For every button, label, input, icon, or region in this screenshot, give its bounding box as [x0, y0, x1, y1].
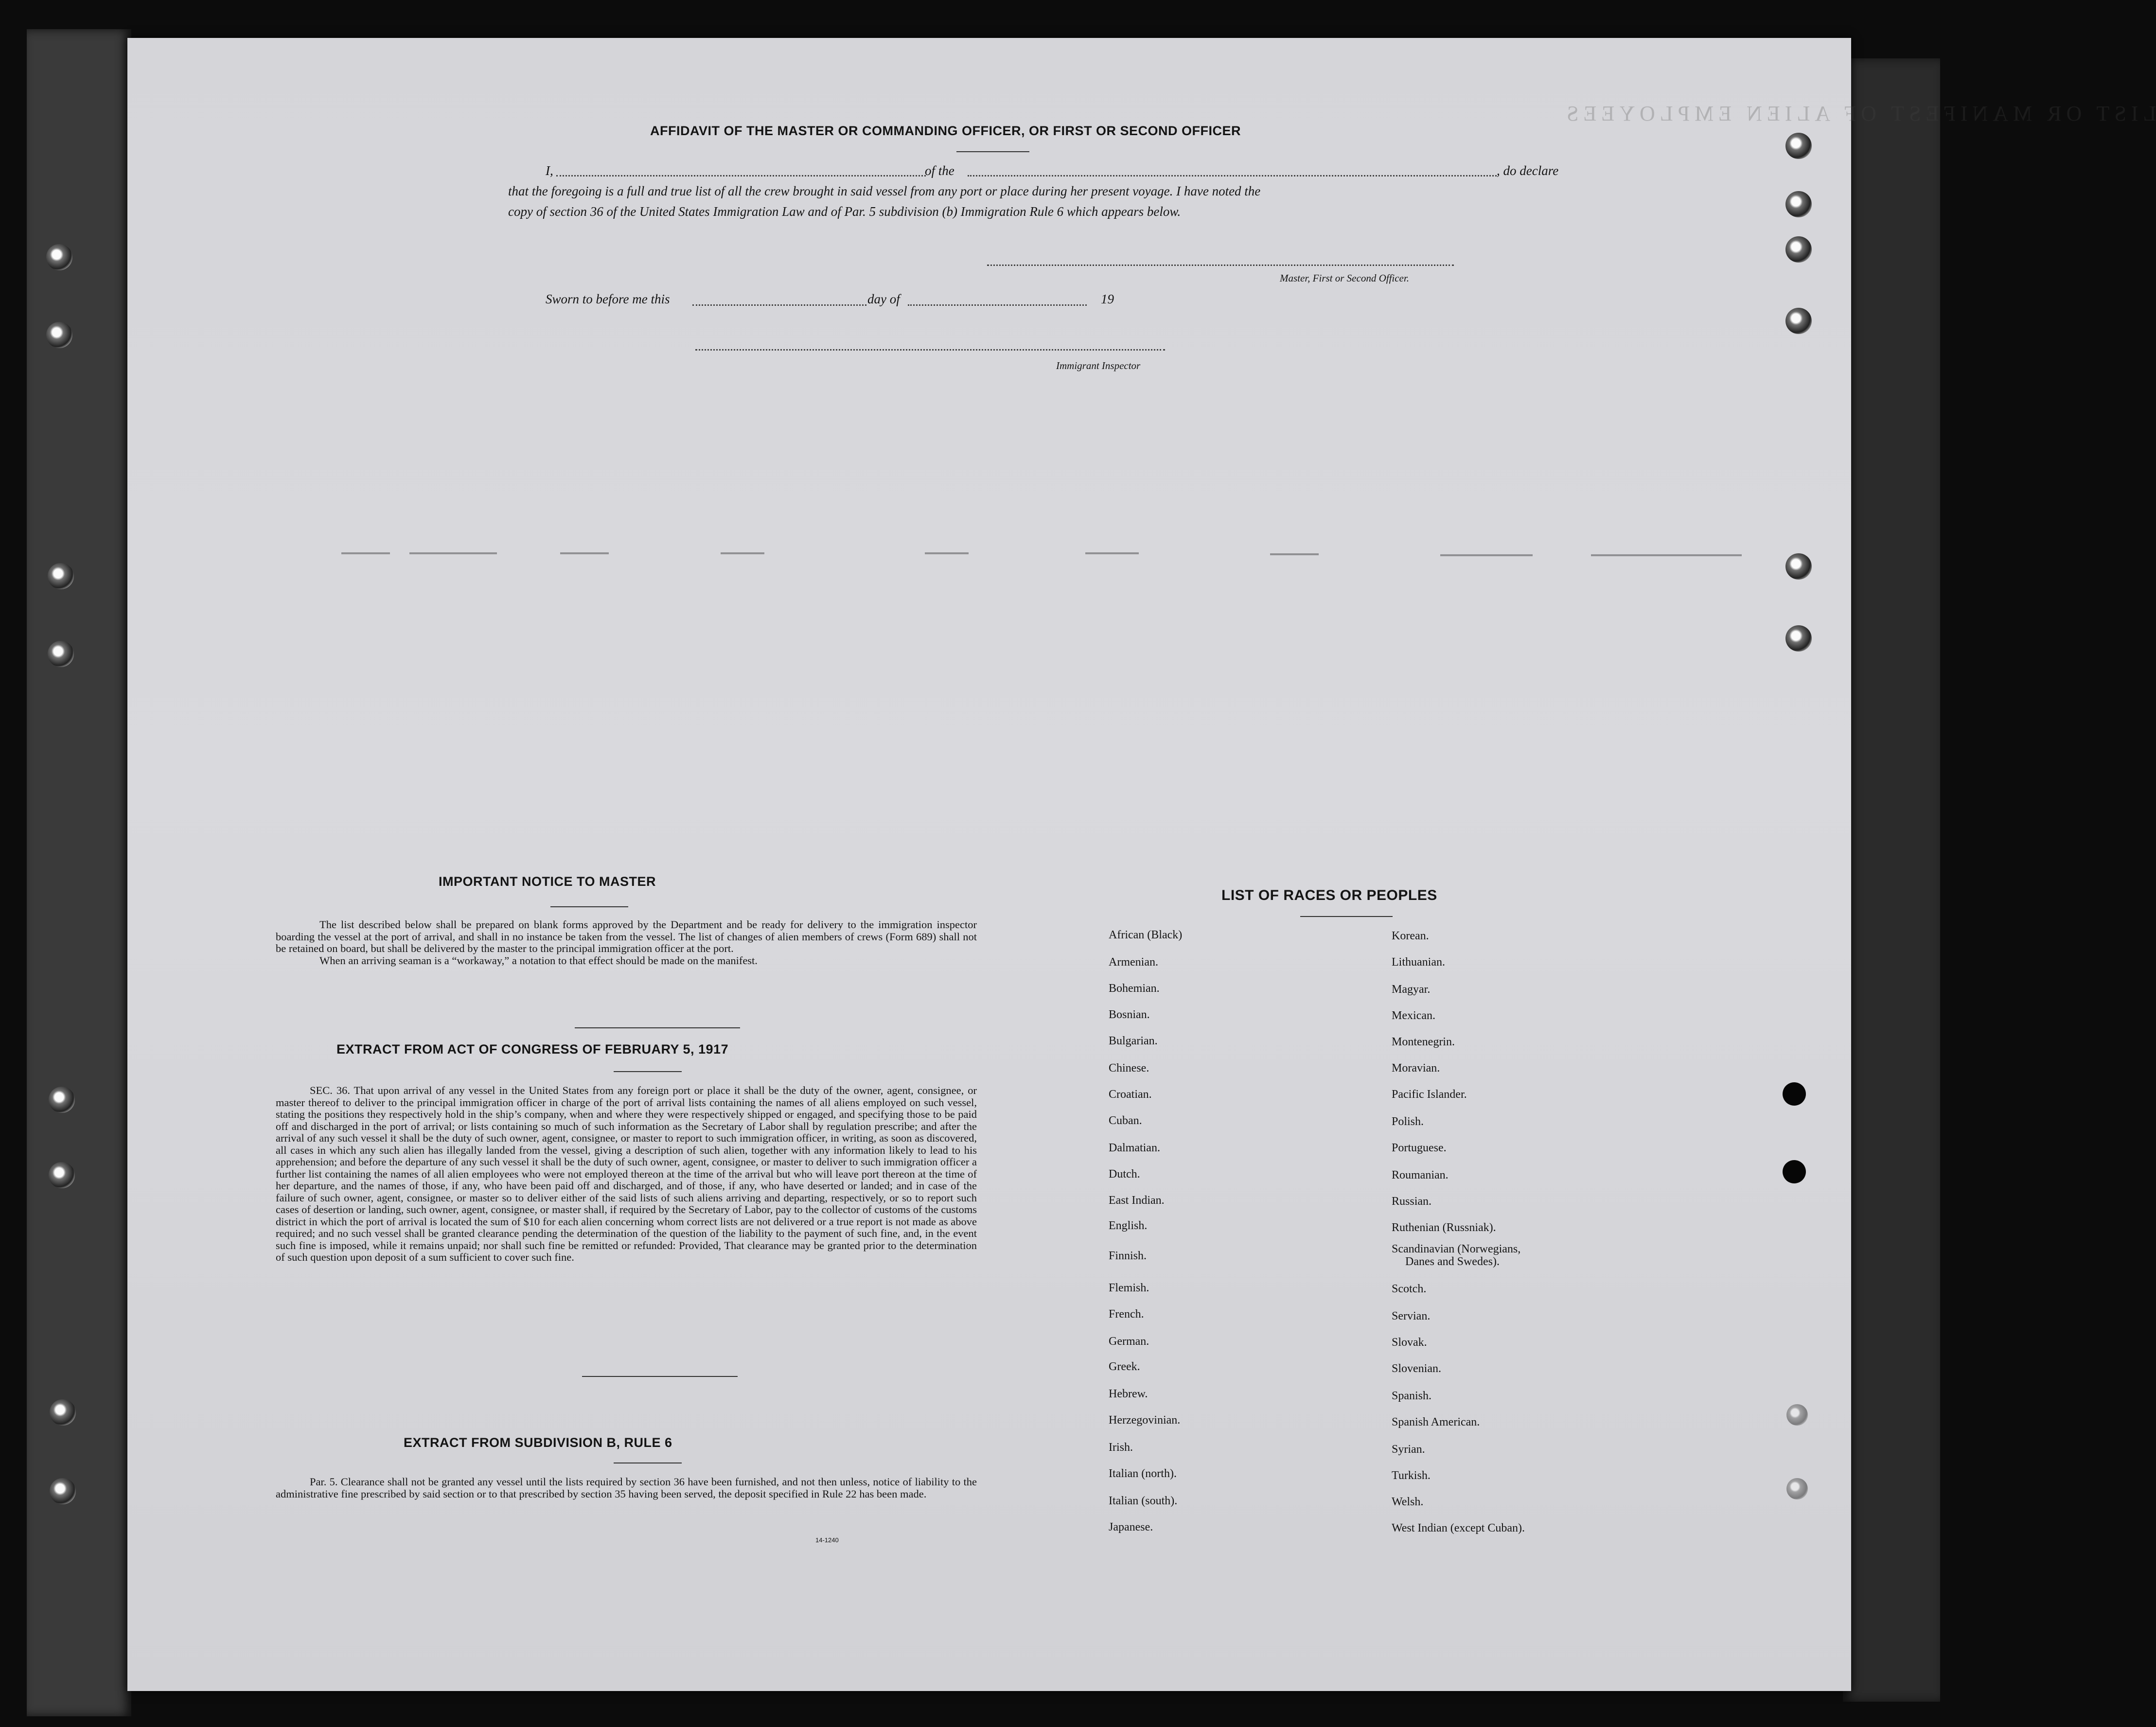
act-extract-body: SEC. 36. That upon arrival of any vessel in the United States from any foreign port or place it shall be the duty of the owner, agent, consignee, or master thereof to deliver to the principal immigration officer in charge of the port of arrival lists containing the names of all aliens employed on such vessel, stating the positions they respectively hold in the ship’s company, when and where they were respectively shipped or engaged, and specifying those to be paid off and discharged in the port of arrival; or lists containing so much of such information as the Secretary of Labor shall by regulation prescribe; and after the arrival of any such vessel it shall be the duty of such owner, agent, consignee, or master to report to such immigration officer, in writing, as soon as discovered, all cases in which any such alien has illegally landed from the vessel, giving a description of such alien, together with any information likely to lead to his apprehension; and before the departure of any such vessel it shall be the duty of such owner, agent, consignee, or master to deliver to such immigration officer a further list containing the names of all alien employees who were not employed thereon at the time of the arrival but who will leave port thereon at the time of her departure, and the names of those, if any, who have been paid off and discharged, and of those, if any, who have deserted or landed; and in case of the failure of such owner, agent, consignee, or master so to deliver either of the said lists of such aliens arriving and departing, respectively, or so to report such cases of desertion or landing, such owner, agent, consignee, or master shall, if required by the Secretary of Labor, pay to the collector of customs of the customs district in which the port of arrival is located the sum of $10 for each alien concerning whom correct lists are not delivered or a true report is not made as above required; and no such vessel shall be granted clearance pending the determination of the question of the liability to the payment of such fine, and, in the event such fine is imposed, while it remains unpaid; nor shall such fine be remitted or refunded: Provided, That clearance may be granted prior to the determination of such question upon deposit of a sum sufficient to cover such fine.: [276, 1084, 977, 1263]
race-item: Bosnian.: [1109, 1008, 1150, 1021]
race-item: Hebrew.: [1109, 1388, 1148, 1400]
page-hole: [1786, 1404, 1808, 1426]
affidavit-title: AFFIDAVIT OF THE MASTER OR COMMANDING OFFICER, OR FIRST OR SECOND OFFICER: [650, 123, 1241, 138]
page-hole: [1785, 191, 1812, 217]
race-item: Ruthenian (Russniak).: [1392, 1221, 1496, 1234]
race-item: Dutch.: [1109, 1168, 1140, 1181]
act-extract-end-rule: [582, 1376, 738, 1377]
race-item: Dalmatian.: [1109, 1142, 1160, 1154]
race-item: Japanese.: [1109, 1521, 1153, 1533]
notice-paragraph-2: When an arriving seaman is a “workaway,” a notation to that effect should be made on the manifest.: [319, 954, 758, 967]
race-item: Roumanian.: [1392, 1169, 1449, 1181]
bleed-through-line: [1085, 552, 1139, 554]
race-item: Chinese.: [1109, 1062, 1149, 1075]
day-of-label: day of: [867, 292, 900, 306]
race-item: Scandinavian (Norwegians,: [1392, 1243, 1521, 1255]
races-title: LIST OF RACES OR PEOPLES: [1221, 887, 1437, 903]
race-item: Welsh.: [1392, 1496, 1424, 1508]
master-signature-line[interactable]: [987, 264, 1454, 266]
notice-divider-rule: [575, 1027, 740, 1028]
race-item: Pacific Islander.: [1392, 1088, 1467, 1101]
race-item: Polish.: [1392, 1115, 1424, 1128]
race-item: Mexican.: [1392, 1009, 1435, 1022]
bleed-through-line: [1440, 554, 1533, 556]
binder-hole: [46, 322, 72, 348]
race-item: Croatian.: [1109, 1088, 1152, 1101]
race-item: Servian.: [1392, 1310, 1431, 1322]
race-item: Italian (south).: [1109, 1495, 1178, 1507]
binder-hole: [48, 563, 74, 589]
notice-title: IMPORTANT NOTICE TO MASTER: [439, 874, 656, 889]
affidavit-vessel-line[interactable]: [968, 175, 1497, 176]
race-item: Herzegovinian.: [1109, 1414, 1181, 1427]
bleed-through-line: [341, 552, 390, 554]
race-item: Lithuanian.: [1392, 956, 1445, 969]
race-item: Greek.: [1109, 1360, 1140, 1373]
affidavit-of-the-label: of the: [925, 163, 954, 178]
affidavit-body-line2: copy of section 36 of the United States Immigration Law and of Par. 5 subdivision (b) Immigration Rule 6 which appears below.: [508, 204, 1181, 219]
affidavit-body-line1: that the foregoing is a full and true list of all the crew brought in said vessel from any port or place during her present voyage. I have noted the: [508, 184, 1261, 198]
page-hole: [1785, 553, 1812, 580]
page-hole: [1785, 133, 1812, 159]
affidavit-declare-label: , do declare: [1497, 163, 1559, 178]
race-item: East Indian.: [1109, 1194, 1165, 1207]
act-extract-rule: [614, 1071, 682, 1072]
page-hole: [1785, 625, 1812, 652]
page-hole: [1783, 1160, 1806, 1183]
race-item: Portuguese.: [1392, 1142, 1447, 1154]
race-item: Spanish American.: [1392, 1416, 1480, 1428]
page-hole: [1783, 1082, 1806, 1106]
affidavit-title-rule: [956, 151, 1029, 152]
race-item: French.: [1109, 1308, 1144, 1321]
form-number: 14-1240: [815, 1536, 839, 1544]
year-label: 19: [1101, 292, 1114, 306]
sworn-month-line[interactable]: [908, 304, 1087, 306]
notice-title-rule: [550, 906, 628, 907]
race-item: English.: [1109, 1219, 1148, 1232]
race-item: Cuban.: [1109, 1114, 1142, 1127]
binder-hole: [50, 1399, 76, 1426]
act-extract-title: EXTRACT FROM ACT OF CONGRESS OF FEBRUARY 5, 1917: [336, 1042, 729, 1057]
master-caption: Master, First or Second Officer.: [1280, 272, 1409, 284]
sworn-label: Sworn to before me this: [546, 292, 670, 306]
rule-extract-body: Par. 5. Clearance shall not be granted any vessel until the lists required by section 36 have been furnished, and not then unless, notice of liability to the administrative fine prescribed by said section or to that prescribed by section 35 having been served, the deposit specified in Rule 22 has been made.: [276, 1476, 977, 1500]
race-item: Magyar.: [1392, 983, 1431, 996]
race-item: Flemish.: [1109, 1282, 1149, 1294]
race-item: Slovenian.: [1392, 1362, 1441, 1375]
sworn-day-line[interactable]: [692, 304, 866, 306]
affidavit-i-label: I,: [546, 163, 553, 178]
notice-paragraph-1: The list described below shall be prepared on blank forms approved by the Department and be ready for delivery to the immigration inspector boarding the vessel at the port of arrival, and shall in no instance be taken from the vessel. The list of changes of alien members of crews (Form 689) shall not be retained on board, but shall be delivered by the master to the principal immigration officer at the port.: [276, 918, 977, 954]
race-item: Montenegrin.: [1392, 1036, 1455, 1048]
races-title-rule: [1300, 916, 1393, 917]
inspector-signature-line[interactable]: [695, 349, 1165, 351]
bleed-through-line: [1270, 553, 1319, 555]
race-item: Moravian.: [1392, 1062, 1440, 1075]
rule-extract-title: EXTRACT FROM SUBDIVISION B, RULE 6: [404, 1435, 672, 1450]
binder-hole: [50, 1478, 76, 1504]
race-item: Finnish.: [1109, 1250, 1147, 1262]
race-item: Scotch.: [1392, 1283, 1427, 1295]
binder-hole: [49, 1087, 75, 1113]
race-item: Syrian.: [1392, 1443, 1425, 1456]
binder-left-strip: [27, 29, 131, 1716]
inspector-caption: Immigrant Inspector: [1056, 360, 1141, 371]
race-item: African (Black): [1109, 929, 1183, 941]
race-item: Turkish.: [1392, 1469, 1431, 1482]
race-item: Bulgarian.: [1109, 1035, 1158, 1047]
bleed-through-line: [1591, 554, 1742, 556]
race-item: Slovak.: [1392, 1336, 1427, 1349]
bleed-through-line: [560, 552, 609, 554]
binder-hole: [46, 244, 72, 270]
binder-hole: [48, 641, 74, 667]
race-item: Irish.: [1109, 1441, 1133, 1454]
bleed-through-text: LIST OR MANIFEST OF ALIEN EMPLOYEES: [1562, 102, 2156, 125]
bleed-through-line: [409, 552, 497, 554]
race-item: Spanish.: [1392, 1390, 1432, 1402]
binder-hole: [49, 1162, 75, 1188]
binder-right-strip: [1843, 58, 1940, 1702]
affidavit-name-line[interactable]: [556, 175, 926, 176]
bleed-through-line: [721, 552, 764, 554]
race-item: Bohemian.: [1109, 982, 1160, 995]
page-hole: [1786, 1478, 1808, 1499]
notice-body: [276, 919, 977, 967]
race-item: Korean.: [1392, 930, 1429, 942]
bleed-through-line: [925, 552, 969, 554]
page-hole: [1785, 308, 1812, 334]
race-item: Italian (north).: [1109, 1467, 1177, 1480]
race-item: Russian.: [1392, 1195, 1432, 1208]
race-item: West Indian (except Cuban).: [1392, 1522, 1525, 1534]
race-item: Danes and Swedes).: [1405, 1255, 1500, 1268]
page-hole: [1785, 236, 1812, 263]
race-item: German.: [1109, 1335, 1149, 1348]
manifest-page: [127, 38, 2156, 1691]
race-item: Armenian.: [1109, 956, 1158, 969]
